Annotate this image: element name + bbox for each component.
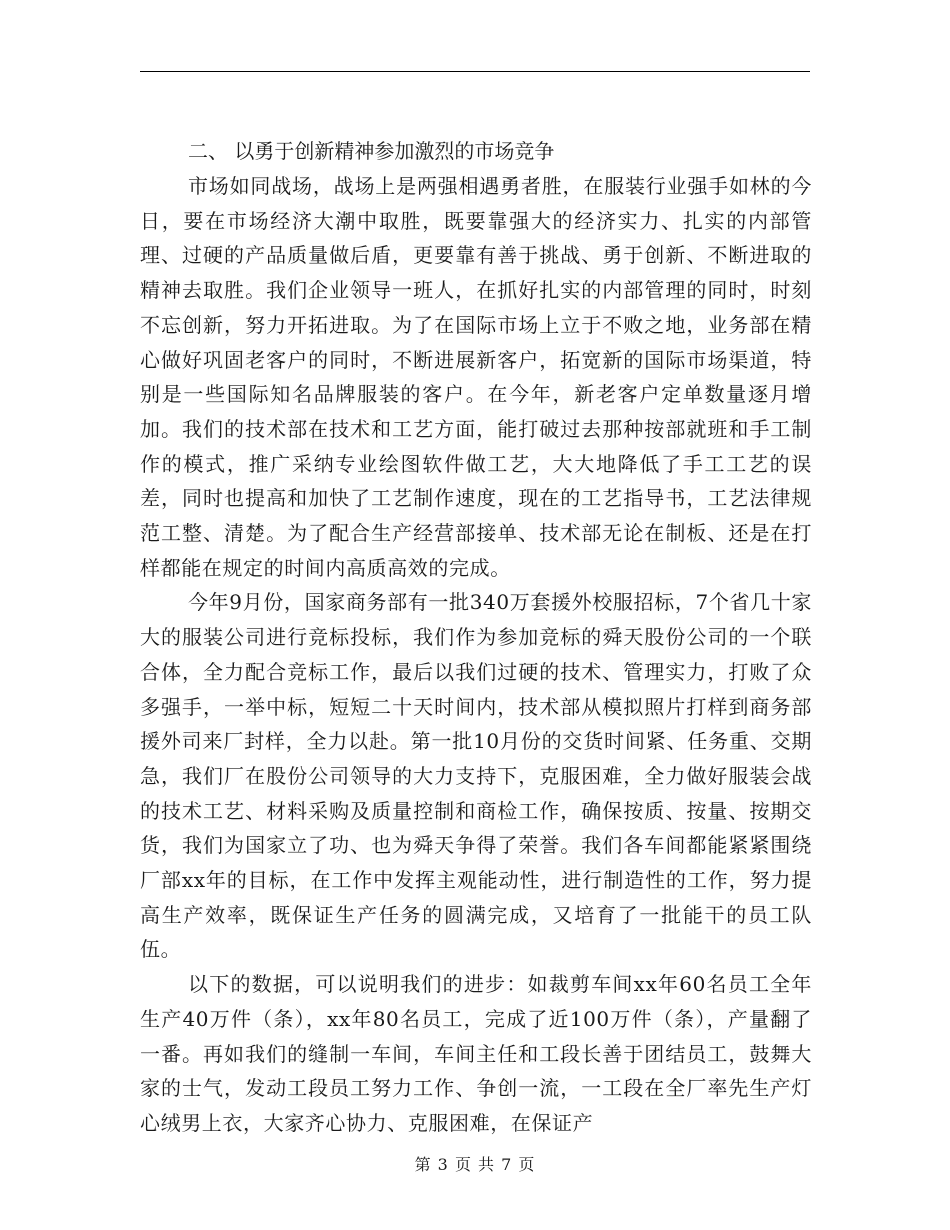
paragraph-3: 以下的数据，可以说明我们的进步：如裁剪车间xx年60名员工全年生产40万件（条），xx年80名员工，完成了近100万件（条），产量翻了一番。再如我们的缝制一车间，车间主任和工段长善于团结员工，鼓舞大家的士气，发动工段员工努力工作、争创一流，一工段在全厂率先生产灯心绒男上衣，大家齐心协力、克服困难，在保证产	[140, 972, 812, 1135]
header-rule	[140, 71, 810, 72]
document-body	[140, 133, 812, 1141]
paragraph-2: 今年9月份，国家商务部有一批340万套援外校服招标，7个省几十家大的服装公司进行竞标投标，我们作为参加竞标的舜天股份公司的一个联合体，全力配合竞标工作，最后以我们过硬的技术、管理实力，打败了众多强手，一举中标，短短二十天时间内，技术部从模拟照片打样到商务部援外司来厂封样，全力以赴。第一批10月份的交货时间紧、任务重、交期急，我们厂在股份公司领导的大力支持下，克服困难，全力做好服装会战的技术工艺、材料采购及质量控制和商检工作，确保按质、按量、按期交货，我们为国家立了功、也为舜天争得了荣誉。我们各车间都能紧紧围绕厂部xx年的目标，在工作中发挥主观能动性，进行制造性的工作，努力提高生产效率，既保证生产任务的圆满完成，又培育了一批能干的员工队伍。	[140, 590, 812, 962]
paragraph-1: 市场如同战场，战场上是两强相遇勇者胜，在服装行业强手如林的今日，要在市场经济大潮中取胜，既要靠强大的经济实力、扎实的内部管理、过硬的产品质量做后盾，更要靠有善于挑战、勇于创新、不断进取的精神去取胜。我们企业领导一班人，在抓好扎实的内部管理的同时，时刻不忘创新，努力开拓进取。为了在国际市场上立于不败之地，业务部在精心做好巩固老客户的同时，不断进展新客户，拓宽新的国际市场渠道，特别是一些国际知名品牌服装的客户。在今年，新老客户定单数量逐月增加。我们的技术部在技术和工艺方面，能打破过去那种按部就班和手工制作的模式，推广采纳专业绘图软件做工艺，大大地降低了手工工艺的误差，同时也提高和加快了工艺制作速度，现在的工艺指导书，工艺法律规范工整、清楚。为了配合生产经营部接单、技术部无论在制板、还是在打样都能在规定的时间内高质高效的完成。	[140, 174, 812, 580]
section-heading: 二、 以勇于创新精神参加激烈的市场竞争	[188, 139, 555, 163]
page-number-footer: 第 3 页 共 7 页	[414, 1155, 536, 1174]
